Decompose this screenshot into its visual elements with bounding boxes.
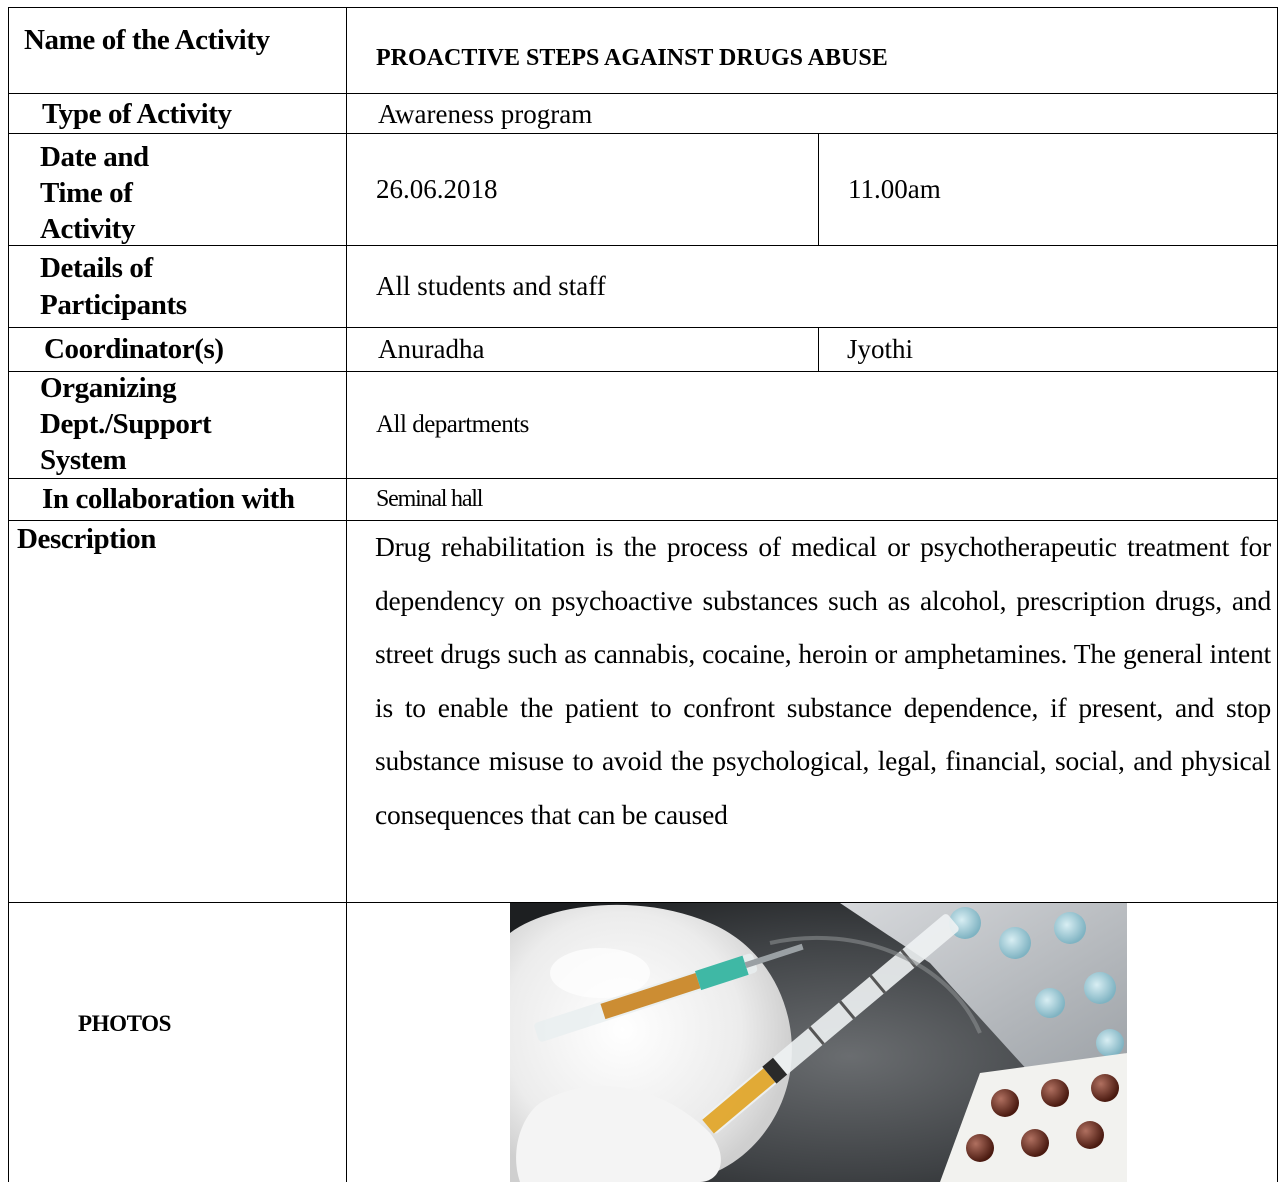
activity-time-value: 11.00am: [848, 174, 941, 204]
description-label: Description: [17, 523, 156, 555]
drugs-photo: [510, 903, 1127, 1182]
date-time-label: [40, 139, 149, 247]
table-border-left: [8, 7, 9, 1182]
activity-type-value: Awareness program: [378, 98, 593, 129]
participants-label-line: Participants: [40, 289, 187, 321]
organizing-dept-label-line: Dept./Support: [40, 408, 212, 440]
coordinators-label: Coordinator(s): [44, 333, 224, 365]
name-of-activity-label: Name of the Activity: [24, 23, 270, 56]
type-of-activity-label: Type of Activity: [42, 97, 232, 130]
organizing-dept-label-line: Organizing: [40, 372, 177, 404]
coordinator-name: Jyothi: [847, 334, 914, 364]
table-border-top: [8, 7, 1278, 8]
activity-name-value: PROACTIVE STEPS AGAINST DRUGS ABUSE: [376, 44, 888, 71]
organizing-dept-label-line: System: [40, 444, 127, 476]
column-divider: [346, 7, 347, 1182]
collaboration-label: In collaboration with: [42, 483, 295, 515]
organizing-dept-label: [40, 370, 211, 478]
participants-label-line: Details of: [40, 252, 153, 284]
activity-date-value: 26.06.2018: [376, 174, 498, 204]
organizing-dept-value: All departments: [376, 411, 529, 438]
date-time-label-line: Date and: [40, 141, 149, 173]
participants-value: All students and staff: [376, 271, 606, 301]
row-divider: [8, 245, 1278, 246]
date-time-label-line: Activity: [40, 213, 136, 245]
collaboration-value: Seminal hall: [376, 486, 483, 512]
column-divider: [818, 133, 819, 245]
description-text: Drug rehabilitation is the process of medical or psychotherapeutic treatment for dependency on psychoactive substances such as alcohol, prescription drugs, and street drugs such as cannabis, cocaine, heroin or amphetamines. The general intent is to enable the patient to confront substance dependence, if present, and stop substance misuse to avoid the psychological, legal, financial, social, and physical consequences that can be caused: [375, 531, 1271, 830]
drugs-photo-illustration: [510, 903, 1127, 1182]
column-divider: [818, 327, 819, 371]
participants-label: [40, 250, 187, 324]
date-time-label-line: Time of: [40, 177, 133, 209]
coordinator-name: Anuradha: [378, 334, 485, 364]
photos-label: PHOTOS: [78, 1011, 172, 1036]
